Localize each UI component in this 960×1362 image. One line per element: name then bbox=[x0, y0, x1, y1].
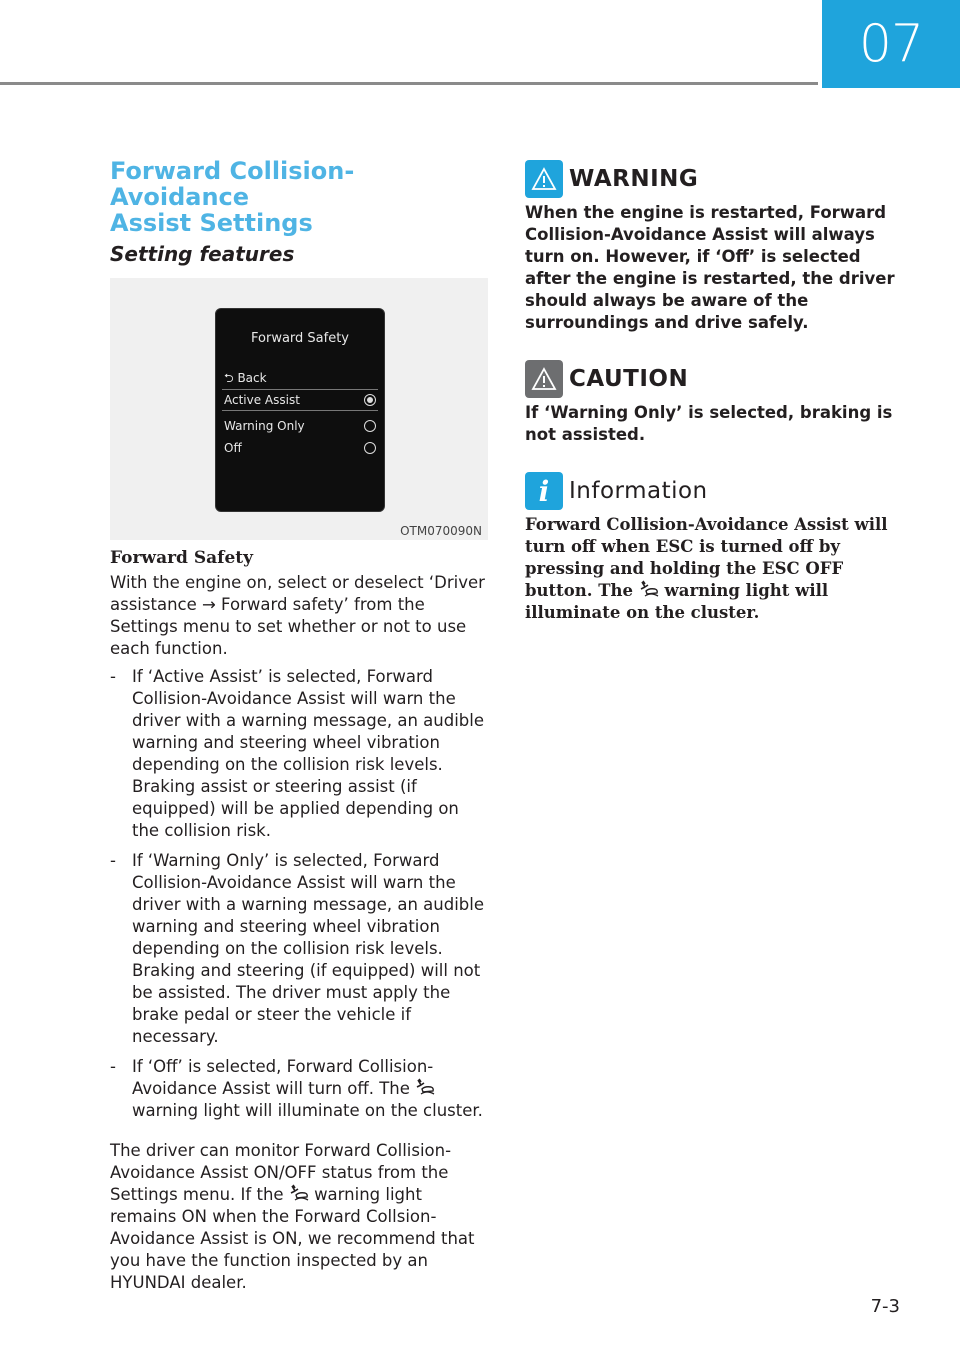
radio-icon bbox=[364, 442, 376, 454]
option-warning-only bbox=[222, 415, 378, 437]
caution-triangle-icon bbox=[525, 360, 563, 398]
section-title-line1: Forward Collision-Avoidance bbox=[110, 157, 355, 211]
list-item-text: If ‘Active Assist’ is selected, Forward Collision-Avoidance Assist will warn the driver with a warning message, an audible warning and steering wheel vibration depending on the collision risk levels. Braking assist or steering assist (if equipped) will be applied depending on the collision risk. bbox=[132, 667, 485, 840]
subheading: Setting features bbox=[110, 242, 295, 266]
information-title: Information bbox=[569, 478, 708, 504]
status-paragraph: The driver can monitor Forward Collision-Avoidance Assist ON/OFF status from the Settings menu. If the warning light remains ON when the Forward Collsion-Avoidance Assist is ON, we recommend that you have the function inspected by an HYUNDAI dealer. bbox=[110, 1141, 475, 1292]
section-title bbox=[110, 158, 488, 236]
settings-figure bbox=[110, 278, 488, 540]
option-label: Active Assist bbox=[224, 393, 300, 407]
list-item: - If ‘Off’ is selected, Forward Collision-Avoidance Assist will turn off. The warning light will illuminate on the cluster. bbox=[110, 1057, 483, 1120]
back-arrow-icon: ⮌ bbox=[224, 371, 234, 385]
page-number: 7-3 bbox=[870, 1296, 900, 1317]
fca-warning-light-icon bbox=[415, 1078, 435, 1096]
option-active-assist bbox=[222, 389, 378, 411]
section-title-line2: Assist Settings bbox=[110, 209, 313, 237]
list-item-text-cont: warning light will illuminate on the cluster. bbox=[132, 1101, 483, 1120]
caution-title: CAUTION bbox=[569, 366, 689, 392]
warning-header bbox=[525, 160, 897, 198]
intro-paragraph: With the engine on, select or deselect ‘Driver assistance → Forward safety’ from the Settings menu to set whether or not to use each function. bbox=[110, 573, 485, 658]
radio-icon bbox=[364, 420, 376, 432]
cluster-screen bbox=[215, 308, 385, 512]
info-icon: i bbox=[525, 472, 563, 510]
caution-header bbox=[525, 360, 897, 398]
information-text: Forward Collision-Avoidance Assist will turn off when ESC is turned off by pressing and holding the ESC OFF button. The warning light will illuminate on the cluster. bbox=[525, 515, 888, 622]
screen-title: Forward Safety bbox=[251, 331, 349, 346]
back-label: Back bbox=[237, 371, 267, 385]
warning-title: WARNING bbox=[569, 166, 699, 192]
option-label: Warning Only bbox=[224, 419, 305, 433]
option-label: Off bbox=[224, 441, 242, 455]
back-item bbox=[224, 369, 267, 390]
chapter-tab: 07 bbox=[822, 0, 960, 88]
list-item-text: If ‘Off’ is selected, Forward Collision-Avoidance Assist will turn off. The bbox=[132, 1057, 434, 1098]
caution-text: If ‘Warning Only’ is selected, braking is not assisted. bbox=[525, 403, 893, 444]
information-header bbox=[525, 472, 897, 510]
right-column bbox=[525, 160, 897, 624]
list-item: - If ‘Active Assist’ is selected, Forward Collision-Avoidance Assist will warn the driver with a warning message, an audible warning and steering wheel vibration depending on the collision risk levels. Braking assist or steering assist (if equipped) will be applied depending on the collision risk. bbox=[110, 667, 485, 840]
radio-selected-icon bbox=[364, 394, 376, 406]
fca-warning-light-icon bbox=[639, 580, 659, 598]
fca-warning-light-icon bbox=[289, 1184, 309, 1202]
figure-code: OTM070090N bbox=[400, 524, 482, 538]
figure-caption: Forward Safety bbox=[110, 548, 253, 568]
warning-triangle-icon bbox=[525, 160, 563, 198]
warning-text: When the engine is restarted, Forward Collision-Avoidance Assist will always turn on. However, if ‘Off’ is selected after the engine is restarted, the driver should always be aware of the surroundings and drive safely. bbox=[525, 203, 895, 332]
left-column bbox=[110, 158, 488, 1294]
list-item-text: If ‘Warning Only’ is selected, Forward Collision-Avoidance Assist will warn the driver with a warning message, an audible warning and steering wheel vibration depending on the collision risk levels. Braking and steering (if equipped) will not be assisted. The driver must apply the brake pedal or steer the vehicle if necessary. bbox=[132, 851, 485, 1046]
header-rule bbox=[0, 82, 818, 85]
list-item: - If ‘Warning Only’ is selected, Forward Collision-Avoidance Assist will warn the driver with a warning message, an audible warning and steering wheel vibration depending on the collision risk levels. Braking and steering (if equipped) will not be assisted. The driver must apply the brake pedal or steer the vehicle if necessary. bbox=[110, 851, 485, 1046]
option-list bbox=[110, 666, 488, 1122]
option-off bbox=[222, 437, 378, 459]
